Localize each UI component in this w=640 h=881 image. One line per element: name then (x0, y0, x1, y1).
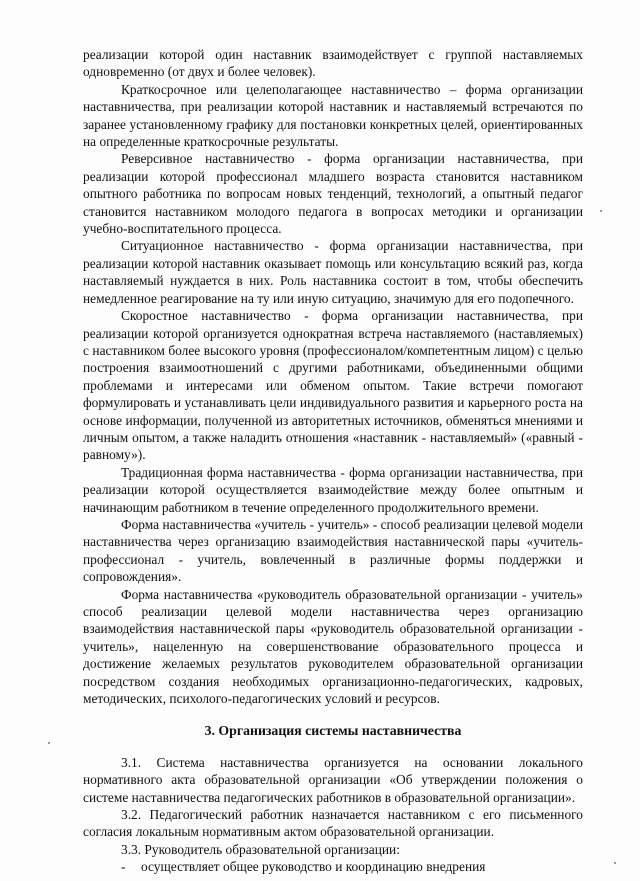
paragraph-group-continuation: реализации которой один наставник взаимодействует с группой наставляемых одновременно (от двух и более человек). (83, 47, 583, 80)
paragraph-speed-mentoring: Скоростное наставничество - форма организации наставничества, при реализации которой организуется однократная встреча наставляемого (наставляемых) с наставником более высокого уровня (профессионалом/компетентным лицом) с целью построения взаимоотношений с другими работниками, объединенными общими проблемами и интересами или обменом опытом. Такие встречи помогают формулировать и устанавливать цели индивидуального развития и карьерного роста на основе информации, полученной из авторитетных источников, обменяться мнениями и личным опытом, а также наладить отношения «наставник - наставляемый» («равный - равному»). (83, 308, 583, 463)
list-item-text: осуществляет общее руководство и координацию внедрения (141, 859, 486, 875)
paragraphs-before-section (83, 46, 583, 707)
document-body (83, 46, 583, 876)
scan-speck (614, 862, 616, 864)
paragraph-3-1: 3.1. Система наставничества организуется на основании локального нормативного акта образовательной организации «Об утверждении положения о системе наставничества педагогических работников в образовательной организации». (83, 754, 583, 805)
paragraph-situational-mentoring: Ситуационное наставничество - форма организации наставничества, при реализации которой наставник оказывает помощь или консультацию всякий раз, когда наставляемый нуждается в них. Роль наставника состоит в том, чтобы обеспечить немедленное реагирование на ту или иную ситуацию, значимую для его подопечного. (83, 238, 583, 306)
paragraph-traditional-mentoring: Традиционная форма наставничества - форма организации наставничества, при реализации которой осуществляется взаимодействие между более опытным и начинающим работником в течение определенного продолжительного времени. (83, 464, 583, 515)
paragraph-short-term-mentoring: Краткосрочное или целеполагающее наставничество – форма организации наставничества, при реализации которой наставник и наставляемый встречаются по заранее установленному графику для постановки конкретных целей, ориентированных на определенные краткосрочные результаты. (83, 81, 583, 150)
paragraphs-after-section (83, 754, 583, 876)
scan-speck (48, 742, 50, 744)
paragraph-3-2: 3.2. Педагогический работник назначается наставником с его письменного согласия локальным нормативным актом образовательной организации. (83, 807, 583, 840)
list-item (83, 858, 583, 875)
scan-speck (600, 210, 602, 212)
paragraph-3-3: 3.3. Руководитель образовательной организации: (121, 841, 400, 857)
paragraph-head-teacher-form: Форма наставничества «руководитель образовательной организации - учитель» способ реализации целевой модели наставничества через организацию взаимодействия наставнической пары «руководитель образовательной организации - учитель», нацеленную на совершенствование образовательного процесса и достижение желаемых результатов руководителем образовательной организации посредством создания необходимых организационно-педагогических, кадровых, методических, психолого-педагогических условий и ресурсов. (83, 586, 583, 707)
paragraph-teacher-teacher-form: Форма наставничества «учитель - учитель» - способ реализации целевой модели наставничества через организацию взаимодействия наставнической пары «учитель-профессионал - учитель, вовлеченный в различные формы поддержки и сопровождения». (83, 516, 583, 585)
paragraph-reverse-mentoring: Реверсивное наставничество - форма организации наставничества, при реализации которой профессионал младшего возраста становится наставником опытного работника по вопросам новых тенденций, технологий, а опытный педагог становится наставником молодого педагога в вопросах методики и организации учебно-воспитательного процесса. (83, 151, 583, 237)
list-dash: - (121, 859, 126, 875)
section-heading: 3. Организация системы наставничества (204, 723, 462, 739)
